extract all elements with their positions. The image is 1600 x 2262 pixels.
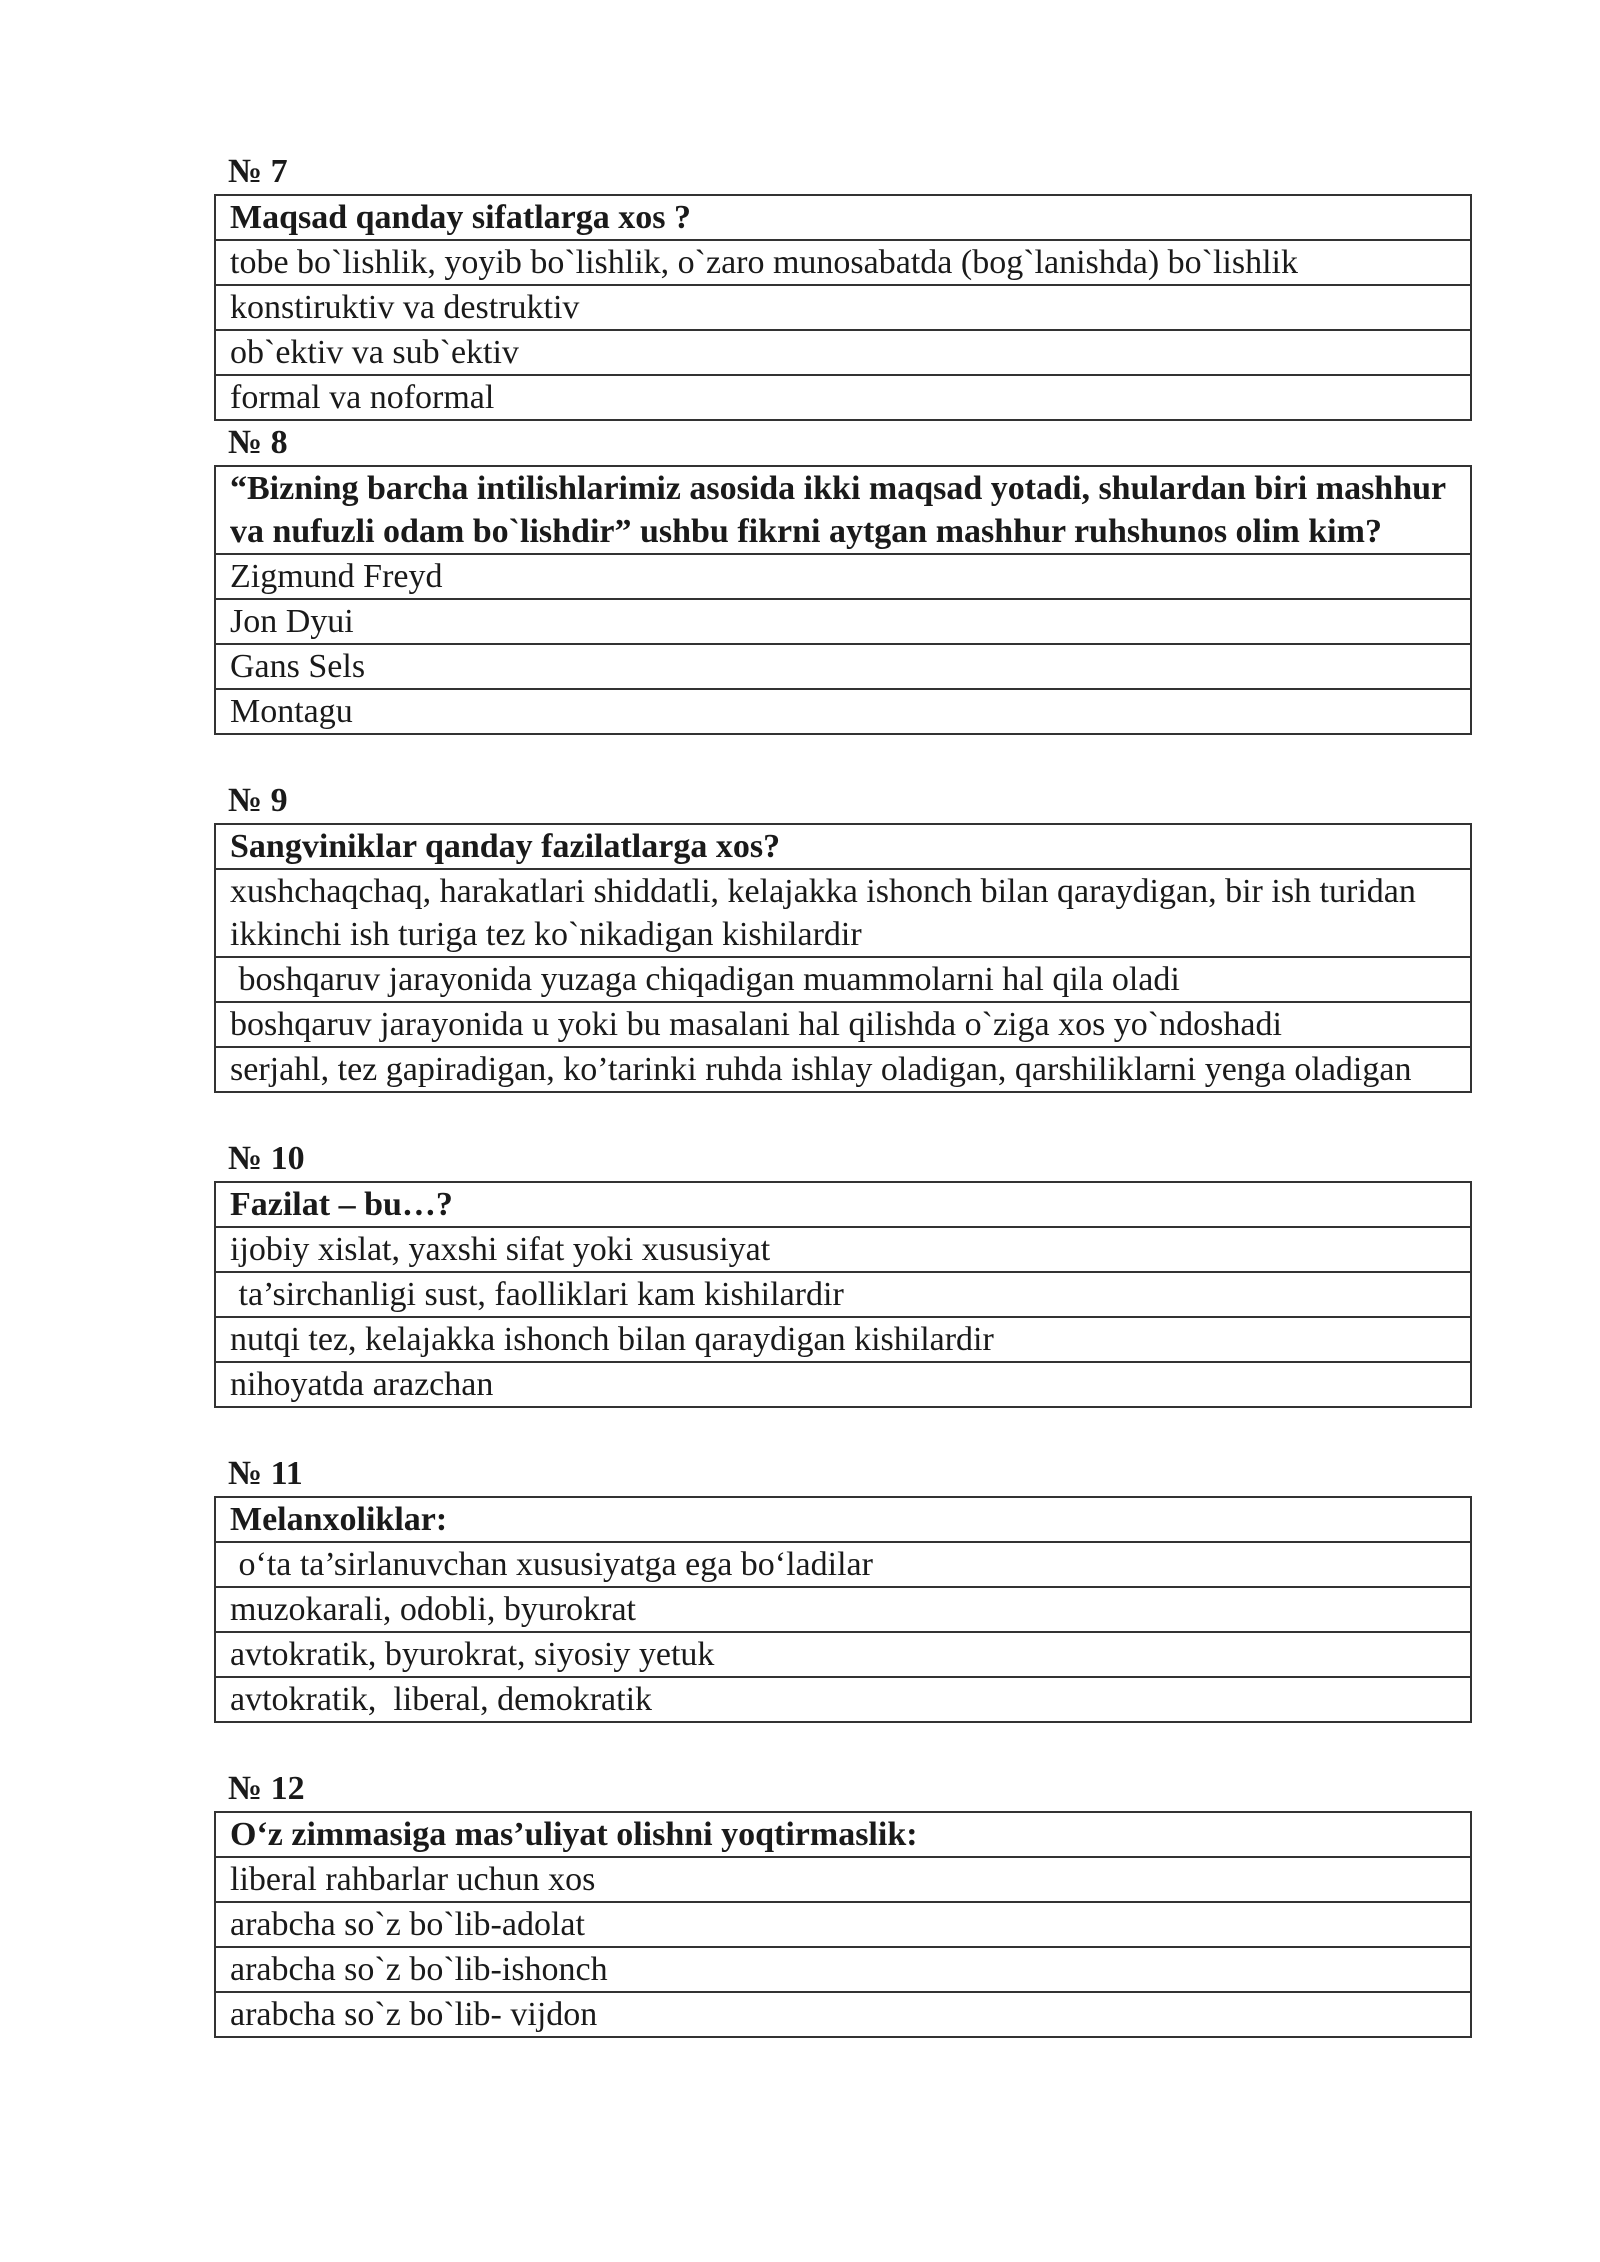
question-text: Sangviniklar qanday fazilatlarga xos?	[215, 824, 1471, 869]
question-block-10	[214, 1137, 1472, 1408]
answer-option: muzokarali, odobli, byurokrat	[215, 1587, 1471, 1632]
answer-option: Montagu	[215, 689, 1471, 734]
spacer	[214, 735, 1472, 779]
question-block-11	[214, 1452, 1472, 1723]
document-page	[214, 150, 1472, 2038]
question-number: № 9	[228, 782, 288, 819]
answer-option: arabcha so`z bo`lib-ishonch	[215, 1947, 1471, 1992]
spacer	[214, 1093, 1472, 1137]
question-table	[214, 1811, 1472, 2038]
question-table	[214, 194, 1472, 421]
question-text: Maqsad qanday sifatlarga xos ?	[215, 195, 1471, 240]
answer-option: arabcha so`z bo`lib-adolat	[215, 1902, 1471, 1947]
question-block-8	[214, 421, 1472, 735]
question-block-9	[214, 779, 1472, 1093]
question-text: “Bizning barcha intilishlarimiz asosida ikki maqsad yotadi, shulardan biri mashhur va nufuzli odam bo`lishdir” ushbu fikrni aytgan mashhur ruhshunos olim kim?	[215, 466, 1471, 554]
answer-option: ob`ektiv va sub`ektiv	[215, 330, 1471, 375]
question-text: Melanxoliklar:	[215, 1497, 1471, 1542]
question-block-7	[214, 150, 1472, 421]
question-table	[214, 1496, 1472, 1723]
answer-option: xushchaqchaq, harakatlari shiddatli, kelajakka ishonch bilan qaraydigan, bir ish turidan ikkinchi ish turiga tez ko`nikadigan kishilardir	[215, 869, 1471, 957]
answer-option: serjahl, tez gapiradigan, ko’tarinki ruhda ishlay oladigan, qarshiliklarni yenga oladigan	[215, 1047, 1471, 1092]
answer-option: Jon Dyui	[215, 599, 1471, 644]
question-number: № 7	[228, 153, 288, 190]
answer-option: avtokratik, byurokrat, siyosiy yetuk	[215, 1632, 1471, 1677]
answer-option: ijobiy xislat, yaxshi sifat yoki xususiyat	[215, 1227, 1471, 1272]
answer-option: arabcha so`z bo`lib- vijdon	[215, 1992, 1471, 2037]
question-text: O‘z zimmasiga mas’uliyat olishni yoqtirmaslik:	[215, 1812, 1471, 1857]
answer-option: tobe bo`lishlik, yoyib bo`lishlik, o`zaro munosabatda (bog`lanishda) bo`lishlik	[215, 240, 1471, 285]
question-table	[214, 823, 1472, 1093]
question-text: Fazilat – bu…?	[215, 1182, 1471, 1227]
answer-option: formal va noformal	[215, 375, 1471, 420]
answer-option: Zigmund Freyd	[215, 554, 1471, 599]
answer-option: avtokratik, liberal, demokratik	[215, 1677, 1471, 1722]
answer-option: boshqaruv jarayonida yuzaga chiqadigan muammolarni hal qila oladi	[215, 957, 1471, 1002]
answer-option: Gans Sels	[215, 644, 1471, 689]
question-table	[214, 465, 1472, 735]
answer-option: ta’sirchanligi sust, faolliklari kam kishilardir	[215, 1272, 1471, 1317]
answer-option: liberal rahbarlar uchun xos	[215, 1857, 1471, 1902]
question-number: № 12	[228, 1770, 305, 1807]
answer-option: nihoyatda arazchan	[215, 1362, 1471, 1407]
question-number: № 10	[228, 1140, 305, 1177]
question-number: № 8	[228, 424, 288, 461]
answer-option: konstiruktiv va destruktiv	[215, 285, 1471, 330]
answer-option: nutqi tez, kelajakka ishonch bilan qaraydigan kishilardir	[215, 1317, 1471, 1362]
question-block-12	[214, 1767, 1472, 2038]
spacer	[214, 1723, 1472, 1767]
answer-option: boshqaruv jarayonida u yoki bu masalani hal qilishda o`ziga xos yo`ndoshadi	[215, 1002, 1471, 1047]
question-table	[214, 1181, 1472, 1408]
spacer	[214, 1408, 1472, 1452]
answer-option: o‘ta ta’sirlanuvchan xususiyatga ega bo‘ladilar	[215, 1542, 1471, 1587]
question-number: № 11	[228, 1455, 303, 1492]
